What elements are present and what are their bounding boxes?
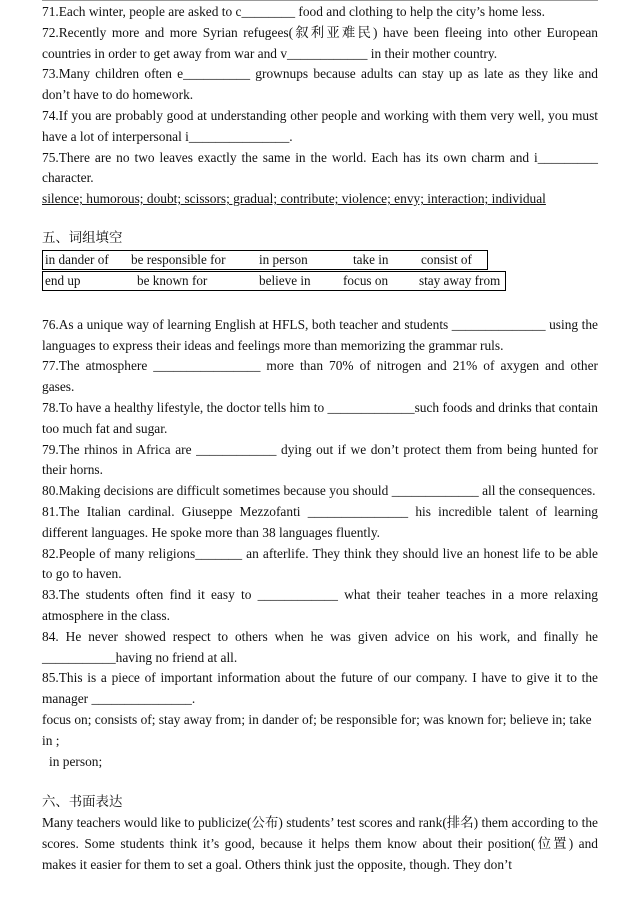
phrase: be responsible for: [131, 251, 226, 267]
question-85: 85.This is a piece of important information about the future of our company. I have to give it to the manager _______________.: [42, 670, 598, 707]
questions-76-85: [42, 315, 598, 773]
question-83: 83.The students often find it easy to ____________ what their teaher teaches in a more relaxing atmosphere in the class.: [42, 587, 598, 623]
section-6-title: 六、书面表达: [42, 794, 123, 810]
word-list: silence; humorous; doubt; scissors; gradual; contribute; violence; envy; interaction; individual: [42, 191, 546, 207]
question-79: 79.The rhinos in Africa are ____________ dying out if we don’t protect them from being hunted for their horns.: [42, 441, 598, 478]
phrase-box-row-2: [42, 271, 506, 291]
answer-list: focus on; consists of; stay away from; in dander of; be responsible for; was known for; believe in; take in ;: [42, 711, 592, 748]
question-74: 74.If you are probably good at understanding other people and working with them very well, you must have a lot of interpersonal i_______________.: [42, 107, 598, 144]
question-75: 75.There are no two leaves exactly the same in the world. Each has its own charm and i_________ character.: [42, 149, 598, 186]
phrase: consist of: [421, 251, 472, 267]
phrase: be known for: [137, 272, 208, 288]
question-81: 81.The Italian cardinal. Giuseppe Mezzofanti _______________ his incredible talent of learning different languages. He spoke more than 38 languages fluently.: [42, 503, 598, 540]
section-5-title: 五、词组填空: [42, 229, 123, 245]
question-72: 72.Recently more and more Syrian refugees(叙利亚难民) have been fleeing into other European countries in order to get away from war and v____________ in their mother country.: [42, 24, 598, 61]
phrase: in dander of: [45, 251, 109, 267]
phrase: take in: [353, 251, 389, 267]
question-77: 77.The atmosphere ________________ more than 70% of nitrogen and 21% of axygen and other gases.: [42, 358, 598, 395]
phrase: focus on: [343, 272, 389, 288]
question-78: 78.To have a healthy lifestyle, the doctor tells him to _____________such foods and drinks that contain too much fat and sugar.: [42, 399, 598, 436]
question-76: 76.As a unique way of learning English at HFLS, both teacher and students ______________ using the languages to express their ideas and feelings more than memorizing the grammar ruls.: [42, 316, 598, 353]
top-rule: [42, 0, 598, 1]
questions-71-75: [42, 0, 598, 210]
question-71: 71.Each winter, people are asked to c________ food and clothing to help the city’s home less.: [42, 4, 545, 19]
worksheet-page: [42, 0, 598, 875]
phrase: end up: [45, 272, 81, 288]
question-73: 73.Many children often e__________ grownups because adults can stay up as late as they like and don’t have to do homework.: [42, 66, 598, 103]
phrase-box: [42, 250, 598, 291]
phrase: stay away from: [419, 272, 501, 288]
question-80: 80.Making decisions are difficult sometimes because you should _____________ all the consequences.: [42, 483, 596, 499]
phrase: believe in: [259, 272, 311, 288]
essay-prompt: Many teachers would like to publicize(公布) students’ test scores and rank(排名) them according to the scores. Some students think it’s good, because it helps them know about their position(位置) and makes it easier for them to set a goal. Others think just the opposite, though. They don’t: [42, 815, 598, 872]
answer-list-tail: in person;: [49, 753, 103, 769]
question-84: 84. He never showed respect to others when he was given advice on his work, and finally he ___________having no friend at all.: [42, 628, 598, 665]
phrase-box-row-1: [42, 250, 488, 270]
question-82: 82.People of many religions_______ an afterlife. They think they should live an honest life to be able to go to haven.: [42, 545, 598, 582]
phrase: in person: [259, 251, 308, 267]
